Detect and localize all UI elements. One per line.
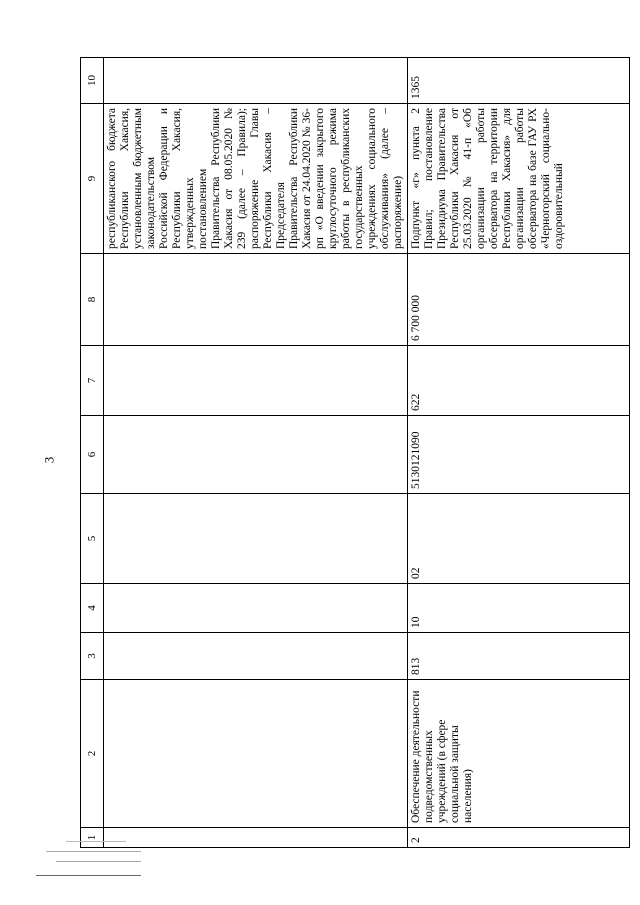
cell-col5: 02 — [408, 494, 630, 584]
header-cell: 1 — [81, 828, 104, 848]
cell-col6: 5130121090 — [408, 416, 630, 494]
faint-stamp — [36, 835, 144, 881]
table-cell — [104, 633, 408, 680]
row-number: 2 — [408, 828, 630, 848]
rotated-table-wrapper — [80, 58, 630, 848]
header-cell: 9 — [81, 104, 104, 254]
legal-basis-cell: Подпункт «г» пункта 2 Правил; постановление Президиума Правительства Республики Хакасия от 25.03.2020 № 41-п «Об организации работы обсерватора на территории Республики Хакасия» для организации работы обсерватора на базе ГАУ РХ «Черногорский социально-оздоровительный — [408, 104, 630, 254]
legal-basis-cell: республиканского бюджета Республики Хакасия, установленным бюджетным законодательством Российской Федерации и Республики Хакасия, утвержденных постановлением Правительства Республики Хакасия от 08.05.2020 № 239 (далее – Правила); распоряжение Главы Республики Хакасия – Председателя Правительства Республики Хакасия от 24.04.2020 № 36-рп «О введении закрытого круглосуточного режима работы в республиканских государственных учреждениях социального обслуживания» (далее – распоряжение) — [104, 104, 408, 254]
table-cell — [104, 58, 408, 104]
cell-col7: 622 — [408, 346, 630, 416]
table-cell — [104, 416, 408, 494]
cell-col3: 813 — [408, 633, 630, 680]
page-number: 3 — [41, 456, 57, 464]
expense-name: Обеспечение деятельности подведомственных учреждений (в сфере социальной защиты населения) — [408, 680, 630, 828]
cell-col10: 1365 — [408, 58, 630, 104]
cell-col4: 10 — [408, 584, 630, 633]
header-cell: 10 — [81, 58, 104, 104]
table-cell — [104, 584, 408, 633]
budget-table — [80, 57, 630, 848]
table-cell — [104, 346, 408, 416]
table-cell — [104, 254, 408, 346]
header-cell: 5 — [81, 494, 104, 584]
header-cell: 6 — [81, 416, 104, 494]
amount-cell: 6 700 000 — [408, 254, 630, 346]
header-cell: 4 — [81, 584, 104, 633]
header-cell: 8 — [81, 254, 104, 346]
table-row — [408, 58, 630, 848]
header-cell: 2 — [81, 680, 104, 828]
table-cell — [104, 680, 408, 828]
header-cell: 7 — [81, 346, 104, 416]
table-cell — [104, 828, 408, 848]
header-cell: 3 — [81, 633, 104, 680]
table-cell — [104, 494, 408, 584]
continuation-row — [104, 58, 408, 848]
table-header-row — [81, 58, 104, 848]
